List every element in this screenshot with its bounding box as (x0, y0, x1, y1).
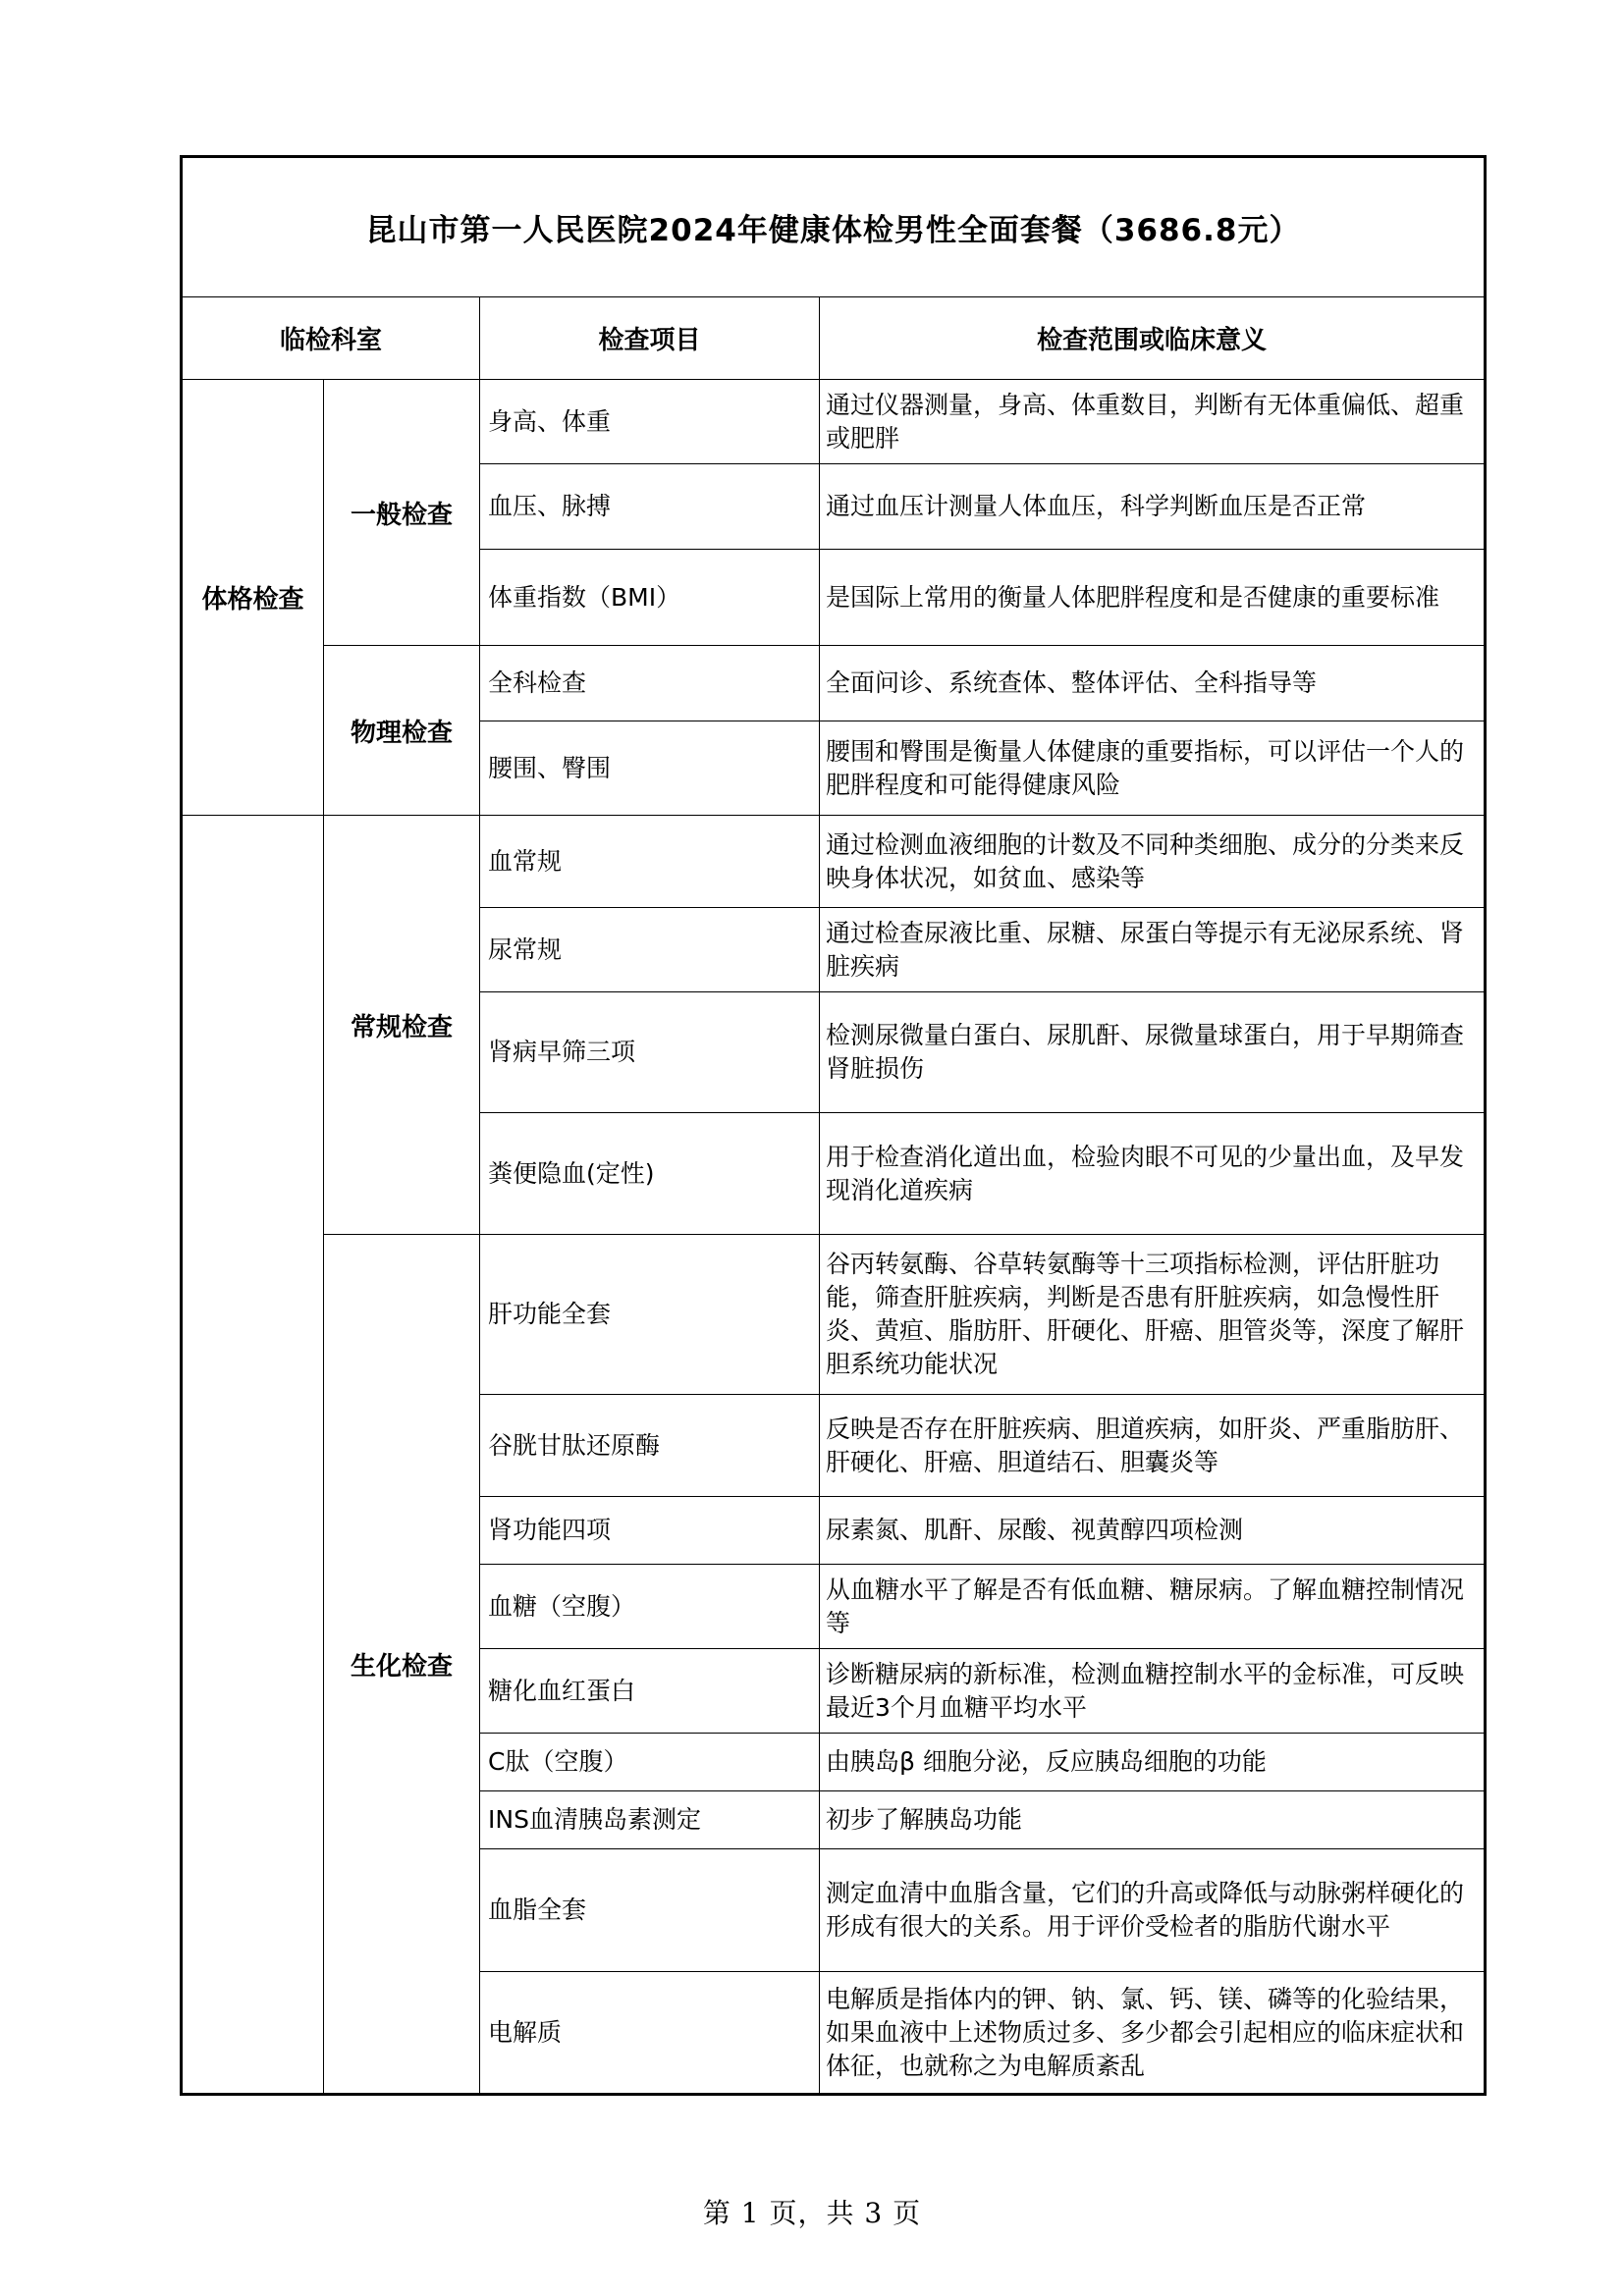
item-cell: 电解质 (480, 1972, 820, 2095)
item-cell: INS血清胰岛素测定 (480, 1791, 820, 1849)
group-general-exam: 一般检查 (324, 380, 480, 646)
desc-cell: 腰围和臀围是衡量人体健康的重要指标，可以评估一个人的肥胖程度和可能得健康风险 (820, 721, 1486, 816)
desc-cell: 检测尿微量白蛋白、尿肌酐、尿微量球蛋白，用于早期筛查肾脏损伤 (820, 992, 1486, 1113)
item-cell: 肾功能四项 (480, 1497, 820, 1565)
item-cell: 血糖（空腹） (480, 1565, 820, 1649)
item-cell: 身高、体重 (480, 380, 820, 464)
title-row (182, 157, 1486, 297)
checkup-package-table (180, 155, 1487, 2096)
desc-cell: 用于检查消化道出血，检验肉眼不可见的少量出血，及早发现消化道疾病 (820, 1113, 1486, 1235)
item-cell: 腰围、臀围 (480, 721, 820, 816)
header-item: 检查项目 (480, 297, 820, 380)
item-cell: C肽（空腹） (480, 1734, 820, 1791)
desc-cell: 由胰岛β 细胞分泌，反应胰岛细胞的功能 (820, 1734, 1486, 1791)
header-desc: 检查范围或临床意义 (820, 297, 1486, 380)
item-cell: 肾病早筛三项 (480, 992, 820, 1113)
desc-cell: 尿素氮、肌酐、尿酸、视黄醇四项检测 (820, 1497, 1486, 1565)
desc-cell: 全面问诊、系统查体、整体评估、全科指导等 (820, 646, 1486, 721)
page-footer: 第 1 页，共 3 页 (702, 2197, 922, 2229)
group-routine-exam: 常规检查 (324, 816, 480, 1235)
desc-cell: 测定血清中血脂含量，它们的升高或降低与动脉粥样硬化的形成有很大的关系。用于评价受检者的脂肪代谢水平 (820, 1849, 1486, 1972)
desc-cell: 谷丙转氨酶、谷草转氨酶等十三项指标检测，评估肝脏功能，筛查肝脏疾病，判断是否患有肝脏疾病，如急慢性肝炎、黄疸、脂肪肝、肝硬化、肝癌、胆管炎等，深度了解肝胆系统功能状况 (820, 1235, 1486, 1395)
item-cell: 血脂全套 (480, 1849, 820, 1972)
item-cell: 谷胱甘肽还原酶 (480, 1395, 820, 1497)
desc-cell: 通过血压计测量人体血压，科学判断血压是否正常 (820, 464, 1486, 550)
table-row (182, 1235, 1486, 1395)
item-cell: 糖化血红蛋白 (480, 1649, 820, 1734)
item-cell: 粪便隐血(定性) (480, 1113, 820, 1235)
group-biochem-exam: 生化检查 (324, 1235, 480, 2095)
header-row (182, 297, 1486, 380)
category-physical-exam: 体格检查 (182, 380, 324, 816)
header-dept: 临检科室 (182, 297, 480, 380)
desc-cell: 从血糖水平了解是否有低血糖、糖尿病。了解血糖控制情况等 (820, 1565, 1486, 1649)
desc-cell: 反映是否存在肝脏疾病、胆道疾病，如肝炎、严重脂肪肝、肝硬化、肝癌、胆道结石、胆囊炎等 (820, 1395, 1486, 1497)
desc-cell: 通过检测血液细胞的计数及不同种类细胞、成分的分类来反映身体状况，如贫血、感染等 (820, 816, 1486, 908)
item-cell: 尿常规 (480, 908, 820, 992)
desc-cell: 通过仪器测量，身高、体重数目，判断有无体重偏低、超重或肥胖 (820, 380, 1486, 464)
desc-cell: 是国际上常用的衡量人体肥胖程度和是否健康的重要标准 (820, 550, 1486, 646)
item-cell: 肝功能全套 (480, 1235, 820, 1395)
group-physical-exam: 物理检查 (324, 646, 480, 816)
document-title: 昆山市第一人民医院2024年健康体检男性全面套餐（3686.8元） (182, 157, 1486, 297)
table-row (182, 816, 1486, 908)
table-row (182, 380, 1486, 464)
desc-cell: 电解质是指体内的钾、钠、氯、钙、镁、磷等的化验结果，如果血液中上述物质过多、多少都会引起相应的临床症状和体征，也就称之为电解质紊乱 (820, 1972, 1486, 2095)
table-row (182, 646, 1486, 721)
category-lab-exam (182, 816, 324, 2095)
desc-cell: 通过检查尿液比重、尿糖、尿蛋白等提示有无泌尿系统、肾脏疾病 (820, 908, 1486, 992)
item-cell: 血压、脉搏 (480, 464, 820, 550)
desc-cell: 诊断糖尿病的新标准，检测血糖控制水平的金标准，可反映最近3个月血糖平均水平 (820, 1649, 1486, 1734)
item-cell: 血常规 (480, 816, 820, 908)
item-cell: 体重指数（BMI） (480, 550, 820, 646)
item-cell: 全科检查 (480, 646, 820, 721)
desc-cell: 初步了解胰岛功能 (820, 1791, 1486, 1849)
